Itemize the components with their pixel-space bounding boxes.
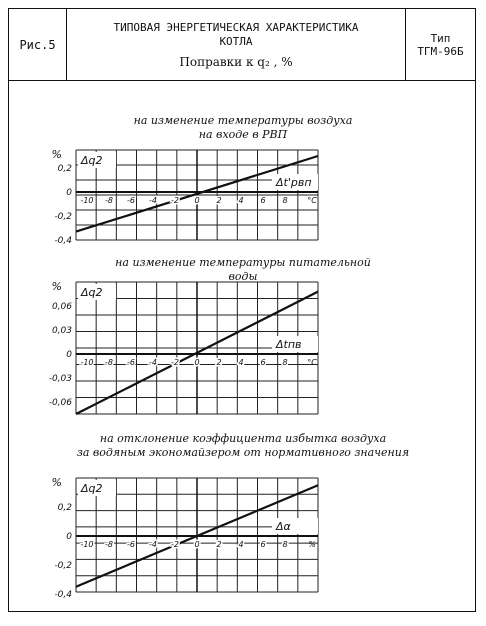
chart-2-y-tick-label: -0,03: [48, 374, 72, 384]
chart-1-x-tick-label: -2: [171, 196, 179, 205]
chart-3-x-tick-label: -6: [127, 540, 135, 549]
chart-3-x-tick-label: 0: [194, 540, 200, 549]
chart-1-x-tick-label: 2: [216, 196, 222, 205]
chart-2-x-tick-label: -2: [171, 358, 179, 367]
chart-3-x-tick-label: -8: [105, 540, 113, 549]
chart-2-x-tick-label: -6: [127, 358, 135, 367]
chart-3-x-tick-label: -2: [171, 540, 179, 549]
chart-3-y-tick-label: -0,2: [54, 561, 72, 571]
chart-2-x-tick-label: -10: [80, 358, 94, 367]
chart-2-x-tick-label: 0: [194, 358, 200, 367]
type-value: ТГМ-96Б: [417, 45, 464, 58]
chart-3-x-unit-label: %: [308, 540, 316, 549]
chart-1-y-tick-label: 0,2: [57, 164, 72, 174]
chart-1-y-axis-label: %: [51, 148, 62, 161]
chart-3-x-tick-label: 8: [282, 540, 288, 549]
figure-label: Рис.5: [9, 9, 67, 81]
chart-1-x-quantity-label: Δt'рвп: [276, 176, 312, 189]
chart-1-series-label: Δq2: [81, 154, 103, 167]
chart-3-x-tick-label: 6: [260, 540, 266, 549]
chart-3-x-tick-label: -10: [80, 540, 94, 549]
chart-1-x-tick-label: -4: [149, 196, 157, 205]
chart-2-x-unit-label: °C: [307, 358, 317, 367]
chart-2-y-tick-label: -0,06: [48, 398, 72, 408]
chart-3-x-tick-label: -4: [149, 540, 157, 549]
chart-1: [76, 150, 318, 240]
title-line-2: КОТЛА: [219, 35, 253, 48]
chart-3-y-tick-label: 0,2: [57, 503, 72, 513]
chart-1-x-tick-label: -6: [127, 196, 135, 205]
chart-1-x-tick-label: -10: [80, 196, 94, 205]
chart-1-x-tick-label: 8: [282, 196, 288, 205]
chart-3-x-quantity-label: Δα: [276, 520, 291, 533]
chart-2-caption-line-1: на изменение температуры питательной: [115, 256, 371, 269]
title-line-3: Поправки к q₂ , %: [179, 55, 293, 69]
type-label: Тип: [430, 32, 451, 45]
chart-3-x-tick-label: 2: [216, 540, 222, 549]
chart-3-y-tick-label: 0: [66, 532, 72, 542]
chart-2-y-tick-label: 0,03: [51, 326, 72, 336]
chart-1-x-tick-label: 6: [260, 196, 266, 205]
chart-3-y-tick-label: -0,4: [54, 590, 72, 600]
chart-2-x-tick-label: -4: [149, 358, 157, 367]
chart-1-y-tick-label: 0: [66, 188, 72, 198]
chart-2-x-tick-label: 8: [282, 358, 288, 367]
chart-3-y-axis-label: %: [51, 476, 62, 489]
chart-1-x-tick-label: 4: [238, 196, 244, 205]
chart-3: [76, 478, 318, 592]
chart-1-caption-line-2: на входе в РВП: [198, 128, 288, 141]
title-line-1: ТИПОВАЯ ЭНЕРГЕТИЧЕСКАЯ ХАРАКТЕРИСТИКА: [113, 21, 359, 34]
chart-2-x-tick-label: 2: [216, 358, 222, 367]
chart-1-x-unit-label: °C: [307, 196, 317, 205]
chart-1-x-tick-label: 0: [194, 196, 200, 205]
chart-2-series-label: Δq2: [81, 286, 103, 299]
chart-2-y-tick-label: 0,06: [51, 302, 72, 312]
chart-2-y-axis-label: %: [51, 280, 62, 293]
chart-1-y-tick-label: -0,4: [54, 236, 72, 246]
chart-3-x-tick-label: 4: [238, 540, 244, 549]
chart-3-caption-line-2: за водяным экономайзером от нормативного значения: [76, 446, 410, 459]
chart-2-x-tick-label: 6: [260, 358, 266, 367]
chart-1-x-tick-label: -8: [105, 196, 113, 205]
chart-1-y-tick-label: -0,2: [54, 212, 72, 222]
chart-1-caption-line-1: на изменение температуры воздуха: [133, 114, 353, 127]
chart-3-series-label: Δq2: [81, 482, 103, 495]
chart-2-y-tick-label: 0: [66, 350, 72, 360]
chart-2-x-quantity-label: Δtпв: [276, 338, 302, 351]
chart-2-x-tick-label: 4: [238, 358, 244, 367]
chart-2-x-tick-label: -8: [105, 358, 113, 367]
chart-2-caption-line-2: воды: [228, 270, 258, 283]
chart-3-caption-line-1: на отклонение коэффициента избытка воздуха: [99, 432, 387, 445]
